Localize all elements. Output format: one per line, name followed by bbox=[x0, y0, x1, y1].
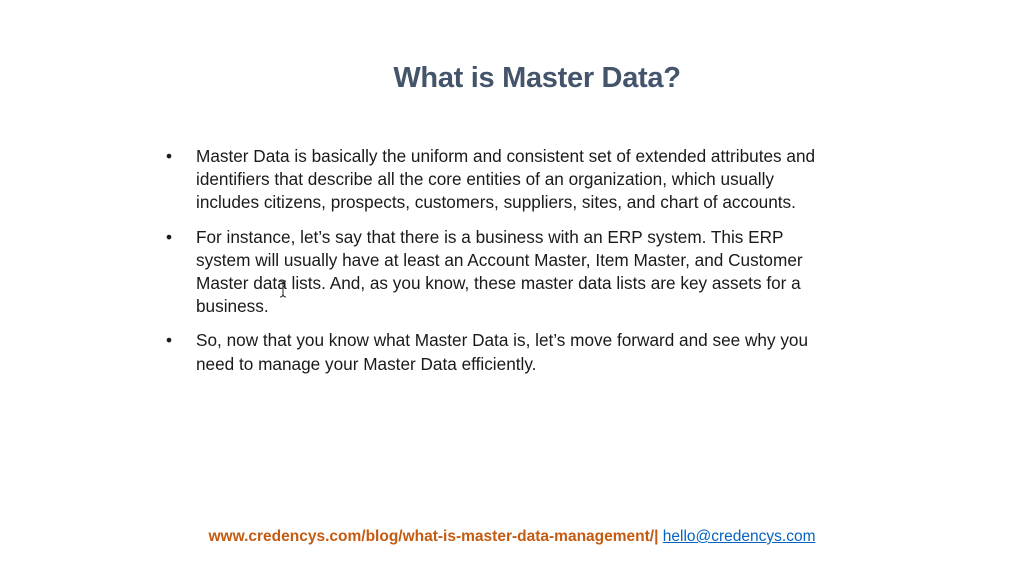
bullet-item bbox=[166, 329, 816, 375]
bullet-marker: • bbox=[166, 146, 173, 166]
footer bbox=[0, 528, 1024, 546]
footer-email-link[interactable]: hello@credencys.com bbox=[662, 528, 816, 545]
bullet-marker: • bbox=[166, 226, 173, 247]
text-cursor-icon bbox=[278, 280, 288, 298]
footer-separator: | bbox=[654, 528, 659, 545]
footer-url-link[interactable]: www.credencys.com/blog/what-is-master-data-management/ bbox=[208, 528, 655, 545]
bullet-text: For instance, let’s say that there is a business with an ERP system. This ERP system will usually have at least an Account Master, Item Master, and Customer Master data lists. And, as you know, these master data lists are key assets for a business. bbox=[196, 226, 803, 317]
slide-title: What is Master Data? bbox=[393, 62, 681, 94]
bullet-marker: • bbox=[166, 330, 173, 351]
bullet-text: Master Data is basically the uniform and consistent set of extended attributes and identifiers that describe all the core entities of an organization, which usually includes citizens, prospects, customers, suppliers, sites, and chart of accounts. bbox=[196, 146, 816, 213]
bullet-item bbox=[166, 226, 816, 319]
bullet-list bbox=[166, 145, 816, 387]
bullet-text: So, now that you know what Master Data is, let’s move forward and see why you need to manage your Master Data efficiently. bbox=[196, 330, 809, 374]
bullet-item bbox=[166, 145, 816, 215]
